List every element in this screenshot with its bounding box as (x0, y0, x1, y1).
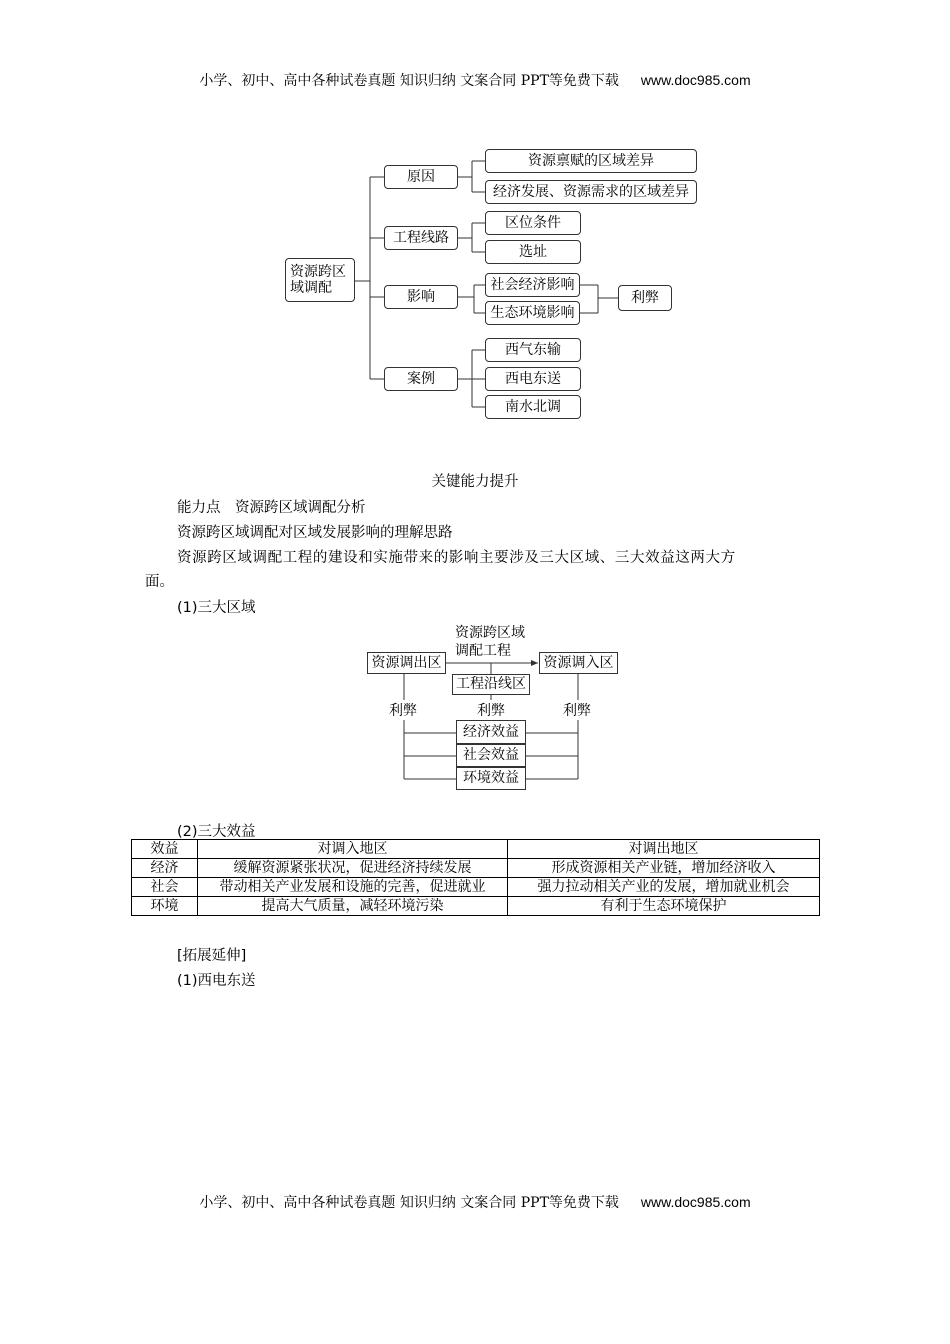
environment-benefit-box (456, 767, 526, 790)
mindmap-root-label: 资源跨区域调配 (290, 263, 346, 296)
table-cell: 经济 (132, 859, 198, 878)
in-region-box (539, 652, 618, 674)
extension-heading: [拓展延伸] (177, 948, 247, 964)
table-cell: 环境 (132, 897, 198, 916)
in-region-label: 资源调入区 (543, 654, 614, 671)
arrow-label-line-2: 调配工程 (455, 643, 511, 659)
pros-cons-mid: 利弊 (477, 700, 505, 720)
header-cell: 效益 (132, 840, 198, 859)
table-header-row (132, 840, 820, 859)
leaf-label: 选址 (519, 243, 547, 260)
leaf-label: 南水北调 (505, 398, 561, 415)
branch-route-label: 工程线路 (393, 229, 449, 246)
leaf-label: 区位条件 (505, 214, 561, 231)
ability-point: 能力点 资源跨区域调配分析 (177, 500, 366, 516)
header-cell: 对调入地区 (198, 840, 508, 859)
table-cell: 提高大气质量，减轻环境污染 (198, 897, 508, 916)
table-row (132, 897, 820, 916)
extension-item-1: (1)西电东送 (177, 973, 256, 989)
pros-cons-left: 利弊 (389, 700, 417, 720)
benefit-label: 经济效益 (463, 723, 519, 740)
paragraph-line-2: 面。 (145, 574, 174, 590)
leaf-label: 社会经济影响 (490, 276, 575, 293)
footer-text: 小学、初中、高中各种试卷真题 知识归纳 文案合同 PPT等免费下载 (199, 1195, 619, 1211)
leaf-label: 西电东送 (505, 370, 561, 387)
table-cell: 缓解资源紧张状况，促进经济持续发展 (198, 859, 508, 878)
benefit-label: 社会效益 (463, 747, 519, 764)
section-subtitle: 资源跨区域调配对区域发展影响的理解思路 (177, 525, 453, 541)
table-cell: 强力拉动相关产业的发展，增加就业机会 (508, 878, 820, 897)
table-row (132, 878, 820, 897)
table-cell: 有利于生态环境保护 (508, 897, 820, 916)
arrow-label (455, 624, 525, 660)
benefit-table (131, 839, 820, 916)
branch-cases-label: 案例 (407, 370, 435, 387)
leaf-label: 资源禀赋的区域差异 (528, 152, 654, 169)
section-title: 关键能力提升 (431, 474, 519, 490)
footer-url: www.doc985.com (640, 1194, 751, 1210)
out-region-box (367, 652, 446, 674)
header-url: www.doc985.com (640, 72, 751, 88)
leaf-label: 西气东输 (505, 341, 561, 358)
corridor-box (452, 674, 530, 695)
social-benefit-box (456, 744, 526, 767)
page-footer (0, 1192, 950, 1212)
header-cell: 对调出地区 (508, 840, 820, 859)
arrow-label-line-1: 资源跨区域 (455, 625, 525, 641)
corridor-label: 工程沿线区 (456, 676, 526, 693)
leaf-label: 经济发展、资源需求的区域差异 (493, 183, 689, 200)
table-cell: 社会 (132, 878, 198, 897)
table-row (132, 859, 820, 878)
branch-impact-label: 影响 (407, 288, 435, 305)
item-three-benefits: (2)三大效益 (177, 824, 256, 840)
item-three-regions: (1)三大区域 (177, 600, 256, 616)
leaf-label: 利弊 (631, 289, 659, 306)
table-cell: 带动相关产业发展和设施的完善，促进就业 (198, 878, 508, 897)
header-text: 小学、初中、高中各种试卷真题 知识归纳 文案合同 PPT等免费下载 (199, 73, 619, 89)
table-cell: 形成资源相关产业链，增加经济收入 (508, 859, 820, 878)
branch-reason-label: 原因 (407, 168, 435, 185)
out-region-label: 资源调出区 (371, 654, 442, 671)
paragraph-line-1: 资源跨区域调配工程的建设和实施带来的影响主要涉及三大区域、三大效益这两大方 (177, 550, 736, 566)
economic-benefit-box (456, 720, 526, 744)
pros-cons-right: 利弊 (563, 700, 591, 720)
benefit-label: 环境效益 (463, 770, 519, 787)
leaf-label: 生态环境影响 (490, 304, 575, 321)
